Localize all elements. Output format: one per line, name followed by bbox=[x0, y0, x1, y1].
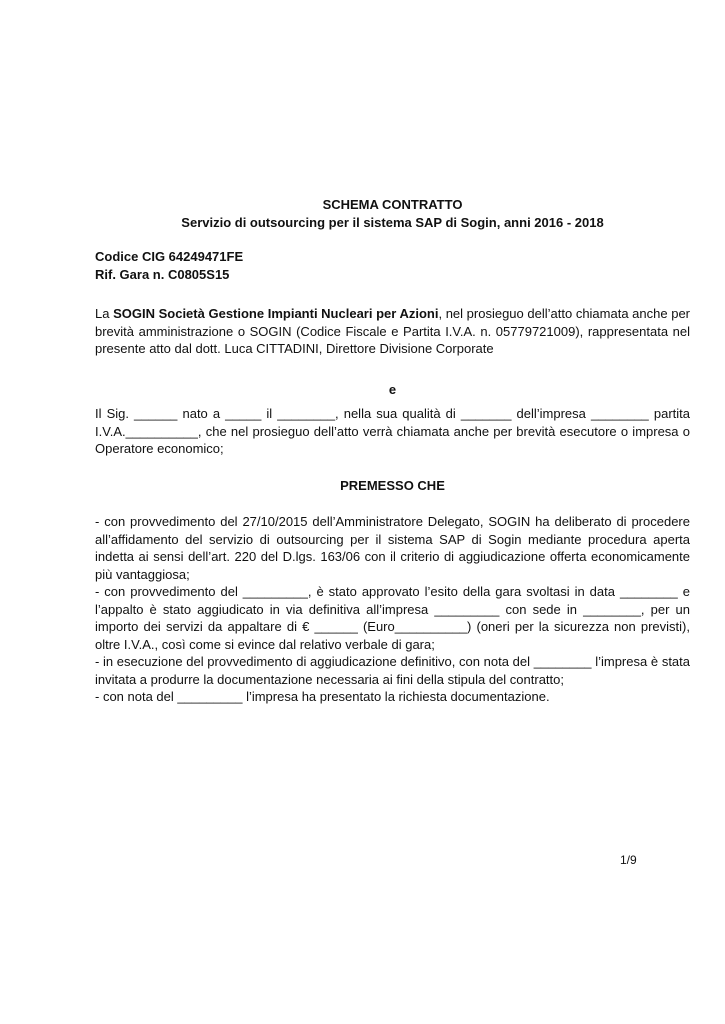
list-item: - con provvedimento del 27/10/2015 dell’Amministratore Delegato, SOGIN ha deliberato di procedere all’affidamento del servizio di outsourcing per il sistema SAP di Sogin mediante procedura aperta indetta ai sensi dell’art. 220 del D.lgs. 163/06 con il criterio di aggiudicazione offerta economicamente più vantaggiosa; bbox=[95, 514, 690, 582]
contractor-paragraph: Il Sig. ______ nato a _____ il ________, nella sua qualità di _______ dell’impresa ________ partita I.V.A.__________, che nel prosieguo dell’atto verrà chiamata anche per brevità esecutore o impresa o Operatore economico; bbox=[95, 406, 690, 456]
list-item: - con nota del _________ l’impresa ha presentato la richiesta documentazione. bbox=[95, 689, 550, 704]
document-subtitle: Servizio di outsourcing per il sistema SAP di Sogin, anni 2016 - 2018 bbox=[181, 214, 604, 230]
sogin-description: , nel prosieguo dell’atto chiamata anche per brevità amministrazione o SOGIN (Codice Fiscale e Partita I.V.A. n. 05779721009), rappresentata nel presente atto dal dott. Luca CITTADINI, Direttore Divisione Corporate bbox=[95, 306, 691, 356]
premises-heading: PREMESSO CHE bbox=[340, 478, 445, 493]
list-item: - con provvedimento del _________, è stato approvato l’esito della gara svoltasi in data ________ e l’appalto è stato aggiudicato in via definitiva all’impresa _________ con sede in ________, per un importo dei servizi da appaltare di € ______ (Euro__________) (oneri per la sicurezza non previsti), oltre I.V.A., così come si evince dal relativo verbale di gara; bbox=[95, 584, 690, 652]
sogin-name: SOGIN Società Gestione Impianti Nucleari per Azioni bbox=[113, 306, 439, 321]
reference-codes bbox=[95, 248, 243, 283]
premises-list bbox=[95, 513, 690, 706]
document-title: SCHEMA CONTRATTO bbox=[322, 197, 463, 212]
list-item: - in esecuzione del provvedimento di aggiudicazione definitivo, con nota del ________ l’impresa è stata invitata a produrre la documentazione necessaria ai fini della stipula del contratto; bbox=[95, 654, 690, 687]
sogin-prefix: La bbox=[95, 306, 114, 321]
gara-reference: Rif. Gara n. C0805S15 bbox=[95, 266, 230, 282]
sogin-party-paragraph bbox=[95, 305, 690, 358]
cig-code: Codice CIG 64249471FE bbox=[95, 249, 244, 264]
conjunction-e: e bbox=[388, 382, 397, 397]
page-number: 1/9 bbox=[620, 853, 637, 867]
title-block bbox=[95, 196, 690, 231]
